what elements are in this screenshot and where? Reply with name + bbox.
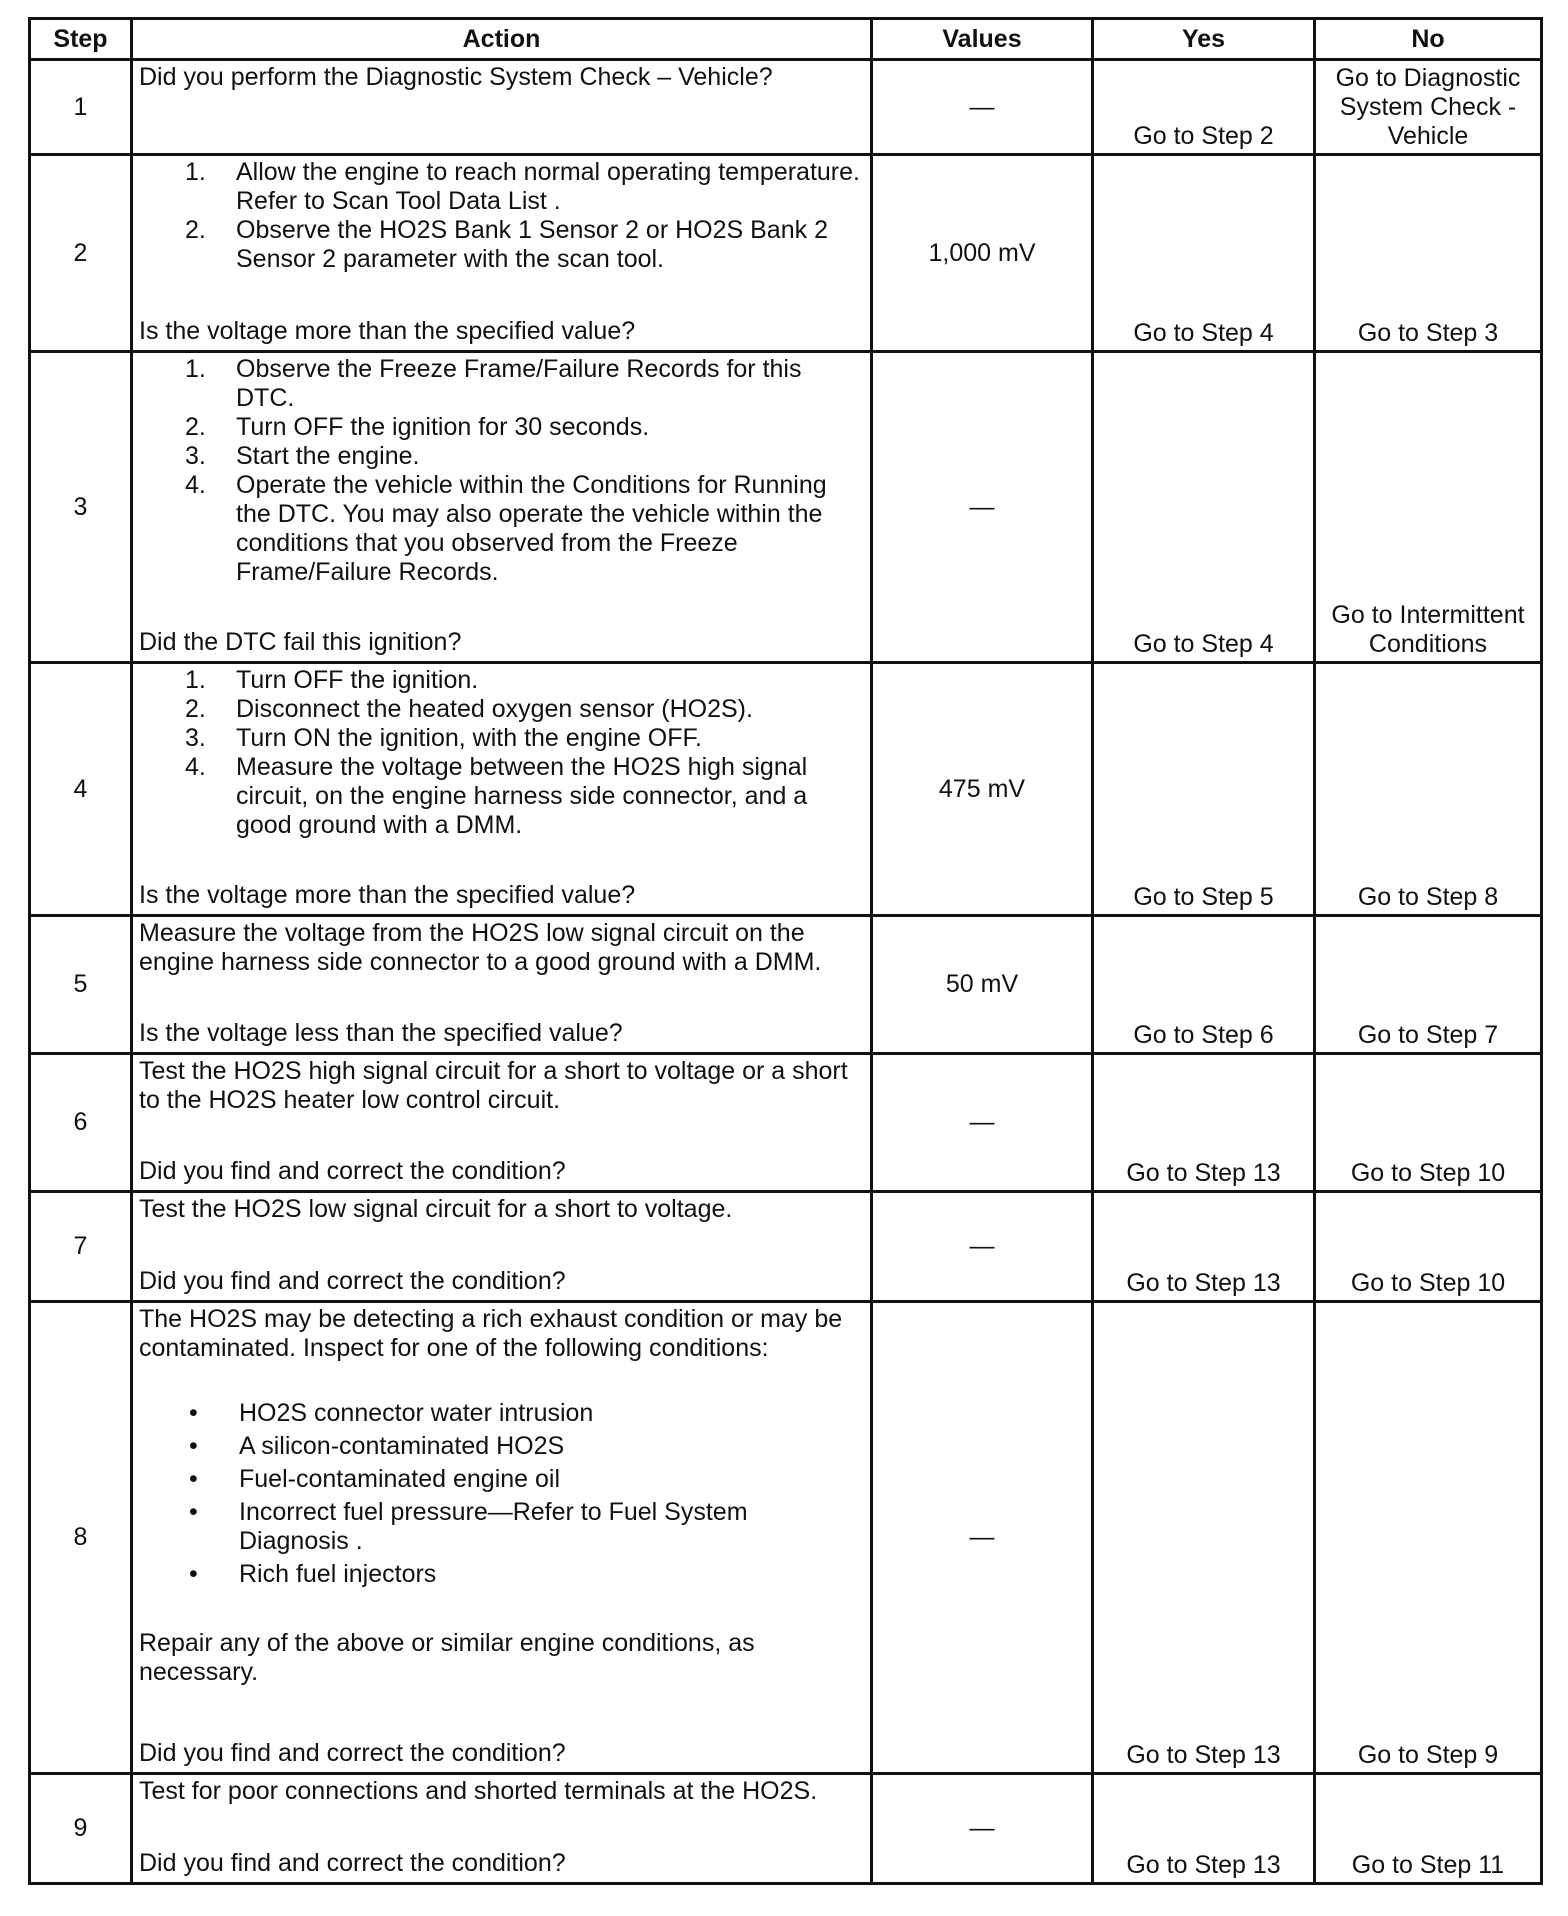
bullet-list xyxy=(139,1399,864,1589)
no-cell: Go to Step 8 xyxy=(1315,663,1542,916)
no-cell: Go to Step 10 xyxy=(1315,1054,1542,1192)
action-cell xyxy=(132,1192,872,1302)
yes-cell: Go to Step 13 xyxy=(1093,1054,1315,1192)
value-cell: — xyxy=(872,1774,1093,1884)
step-number: 5 xyxy=(30,916,132,1054)
action-cell xyxy=(132,60,872,155)
table-row xyxy=(30,916,1542,1054)
table-row xyxy=(30,1774,1542,1884)
numbered-list xyxy=(139,666,864,840)
question-text: Did you find and correct the condition? xyxy=(139,1739,566,1767)
table-row xyxy=(30,1192,1542,1302)
action-text: Did you perform the Diagnostic System Check – Vehicle? xyxy=(139,63,773,91)
action-cell xyxy=(132,1054,872,1192)
step-number: 1 xyxy=(30,60,132,155)
yes-cell: Go to Step 13 xyxy=(1093,1192,1315,1302)
list-item: 1. Allow the engine to reach normal operating temperature. Refer to Scan Tool Data List . xyxy=(185,158,860,215)
list-item: • Incorrect fuel pressure—Refer to Fuel System Diagnosis . xyxy=(189,1498,748,1555)
header-no: No xyxy=(1315,19,1542,60)
list-item: 2. Turn OFF the ignition for 30 seconds. xyxy=(185,413,650,441)
value-cell: 1,000 mV xyxy=(872,155,1093,352)
no-cell: Go to Step 9 xyxy=(1315,1302,1542,1774)
table-row xyxy=(30,663,1542,916)
list-item: • Rich fuel injectors xyxy=(189,1560,437,1588)
list-item: 3. Start the engine. xyxy=(185,442,420,470)
list-item: 4. Measure the voltage between the HO2S high signal circuit, on the engine harness side connector, and a good ground with a DMM. xyxy=(185,753,808,839)
no-cell: Go to Intermittent Conditions xyxy=(1315,352,1542,663)
list-item: • A silicon-contaminated HO2S xyxy=(189,1432,565,1460)
value-cell: 475 mV xyxy=(872,663,1093,916)
yes-cell: Go to Step 2 xyxy=(1093,60,1315,155)
step-number: 7 xyxy=(30,1192,132,1302)
list-item: • Fuel-contaminated engine oil xyxy=(189,1465,561,1493)
no-cell: Go to Step 10 xyxy=(1315,1192,1542,1302)
action-text: Measure the voltage from the HO2S low signal circuit on the engine harness side connector to a good ground with a DMM. xyxy=(139,919,822,976)
action-text: The HO2S may be detecting a rich exhaust condition or may be contaminated. Inspect for one of the following conditions: xyxy=(139,1305,843,1362)
question-text: Is the voltage more than the specified value? xyxy=(139,317,636,345)
list-item: 2. Disconnect the heated oxygen sensor (HO2S). xyxy=(185,695,753,723)
action-text: Test the HO2S high signal circuit for a short to voltage or a short to the HO2S heater low control circuit. xyxy=(139,1057,848,1114)
action-cell xyxy=(132,352,872,663)
no-cell: Go to Step 7 xyxy=(1315,916,1542,1054)
table-row xyxy=(30,60,1542,155)
table-row xyxy=(30,155,1542,352)
table-row xyxy=(30,1054,1542,1192)
question-text: Did you find and correct the condition? xyxy=(139,1849,566,1877)
yes-cell: Go to Step 4 xyxy=(1093,155,1315,352)
step-number: 6 xyxy=(30,1054,132,1192)
no-cell: Go to Step 11 xyxy=(1315,1774,1542,1884)
repair-text: Repair any of the above or similar engine conditions, as necessary. xyxy=(139,1629,755,1686)
list-item: 2. Observe the HO2S Bank 1 Sensor 2 or HO2S Bank 2 Sensor 2 parameter with the scan tool. xyxy=(185,216,828,273)
step-number: 3 xyxy=(30,352,132,663)
yes-cell: Go to Step 5 xyxy=(1093,663,1315,916)
list-item: 3. Turn ON the ignition, with the engine OFF. xyxy=(185,724,702,752)
no-cell: Go to Step 3 xyxy=(1315,155,1542,352)
question-text: Is the voltage more than the specified value? xyxy=(139,881,636,909)
diagnostic-table xyxy=(28,17,1543,1885)
value-cell: — xyxy=(872,1302,1093,1774)
step-number: 8 xyxy=(30,1302,132,1774)
step-number: 9 xyxy=(30,1774,132,1884)
value-cell: 50 mV xyxy=(872,916,1093,1054)
question-text: Did you find and correct the condition? xyxy=(139,1157,566,1185)
diagnostic-table-container xyxy=(28,17,1543,1885)
value-cell: — xyxy=(872,352,1093,663)
action-cell xyxy=(132,1302,872,1774)
value-cell: — xyxy=(872,1192,1093,1302)
numbered-list xyxy=(139,158,864,274)
step-number: 4 xyxy=(30,663,132,916)
value-cell: — xyxy=(872,60,1093,155)
header-yes: Yes xyxy=(1093,19,1315,60)
yes-cell: Go to Step 13 xyxy=(1093,1302,1315,1774)
yes-cell: Go to Step 6 xyxy=(1093,916,1315,1054)
action-cell xyxy=(132,916,872,1054)
action-cell xyxy=(132,155,872,352)
table-row xyxy=(30,352,1542,663)
list-item: 1. Observe the Freeze Frame/Failure Records for this DTC. xyxy=(185,355,802,412)
list-item: • HO2S connector water intrusion xyxy=(189,1399,594,1427)
header-values: Values xyxy=(872,19,1093,60)
list-item: 1. Turn OFF the ignition. xyxy=(185,666,479,694)
list-item: 4. Operate the vehicle within the Conditions for Running the DTC. You may also operate the vehicle within the conditions that you observed from the Freeze Frame/Failure Records. xyxy=(185,471,827,586)
question-text: Did the DTC fail this ignition? xyxy=(139,628,462,656)
question-text: Did you find and correct the condition? xyxy=(139,1267,566,1295)
step-number: 2 xyxy=(30,155,132,352)
action-text: Test for poor connections and shorted terminals at the HO2S. xyxy=(139,1777,818,1805)
no-cell: Go to Diagnostic System Check - Vehicle xyxy=(1315,60,1542,155)
action-cell xyxy=(132,663,872,916)
question-text: Is the voltage less than the specified value? xyxy=(139,1019,623,1047)
yes-cell: Go to Step 4 xyxy=(1093,352,1315,663)
action-cell xyxy=(132,1774,872,1884)
action-text: Test the HO2S low signal circuit for a short to voltage. xyxy=(139,1195,733,1223)
yes-cell: Go to Step 13 xyxy=(1093,1774,1315,1884)
header-row xyxy=(30,19,1542,60)
numbered-list xyxy=(139,355,864,587)
header-action: Action xyxy=(132,19,872,60)
header-step: Step xyxy=(30,19,132,60)
table-row xyxy=(30,1302,1542,1774)
value-cell: — xyxy=(872,1054,1093,1192)
